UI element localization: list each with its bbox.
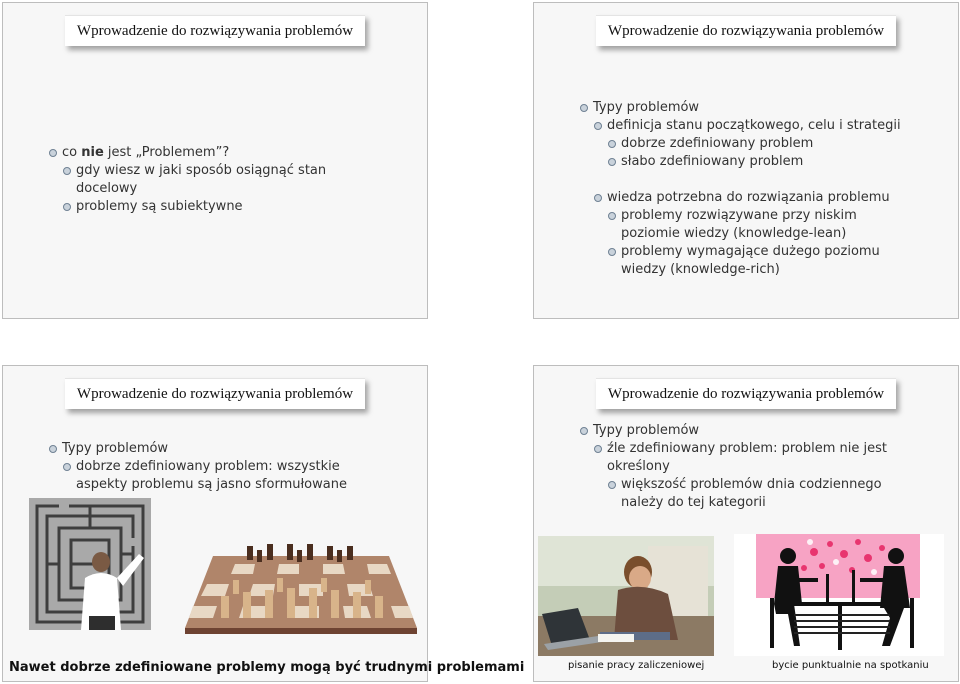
bullet-item — [47, 440, 417, 458]
sub-bullet-item — [61, 162, 417, 198]
sub-bullet-item — [592, 117, 948, 135]
sub-sub-bullet-item — [606, 153, 948, 171]
dinner-date-image — [734, 534, 944, 656]
bullet-text: aspekty problemu są jasno sformułowane — [76, 477, 347, 492]
slide-4-bullets — [578, 422, 948, 512]
bullet-text: Typy problemów — [593, 423, 700, 438]
bullet-text: Typy problemów — [62, 441, 169, 456]
bullet-text: jest „Problemem”? — [103, 145, 230, 160]
bullet-text: większość problemów dnia codziennego — [621, 477, 882, 492]
bullet-text: poziomie wiedzy (knowledge-lean) — [621, 226, 847, 241]
sub-bullet-item — [592, 440, 948, 476]
slide-4-title: Wprowadzenie do rozwiązywania problemów — [596, 378, 896, 409]
bullet-text: docelowy — [76, 181, 138, 196]
sub-sub-bullet-item — [606, 243, 948, 279]
slide-4-caption-left: pisanie pracy zaliczeniowej — [568, 660, 705, 671]
slide-3-title: Wprowadzenie do rozwiązywania problemów — [65, 378, 365, 409]
slide-4 — [533, 365, 959, 682]
sub-bullet-item — [592, 189, 948, 207]
bullet-text: należy do tej kategorii — [621, 495, 766, 510]
bullet-text: gdy wiesz w jaki sposób osiągnąć stan — [76, 163, 327, 178]
bullet-text-bold: nie — [81, 145, 104, 160]
slide-3-caption: Nawet dobrze zdefiniowane problemy mogą być trudnymi problemami — [9, 660, 525, 675]
bullet-text: problemy są subiektywne — [76, 199, 243, 214]
slide-1-title: Wprowadzenie do rozwiązywania problemów — [65, 15, 365, 46]
slide-2-title: Wprowadzenie do rozwiązywania problemów — [596, 15, 896, 46]
slide-1 — [2, 2, 428, 319]
bullet-item — [47, 144, 417, 162]
maze-man-image — [29, 498, 151, 630]
sub-sub-bullet-item — [606, 207, 948, 243]
bullet-text: co — [62, 145, 82, 160]
bullet-text: problemy rozwiązywane przy niskim — [621, 208, 857, 223]
slide-3-bullets — [47, 440, 417, 494]
bullet-text: źle zdefiniowany problem: problem nie jest — [607, 441, 887, 456]
bullet-text: Typy problemów — [593, 100, 700, 115]
bullet-item — [578, 422, 948, 440]
bullet-text: określony — [607, 459, 670, 474]
slide-1-bullets — [47, 144, 417, 216]
bullet-text: dobrze zdefiniowany problem: wszystkie — [76, 459, 340, 474]
bullet-text: definicja stanu początkowego, celu i strategii — [607, 118, 901, 133]
chessboard-image — [183, 544, 419, 634]
student-writing-image — [538, 536, 714, 656]
slide-3 — [2, 365, 525, 682]
sub-bullet-item — [61, 458, 417, 494]
sub-bullet-item — [61, 198, 417, 216]
bullet-text: słabo zdefiniowany problem — [621, 154, 804, 169]
sub-sub-bullet-item — [606, 135, 948, 153]
bullet-text: dobrze zdefiniowany problem — [621, 136, 814, 151]
bullet-text: wiedzy (knowledge-rich) — [621, 262, 780, 277]
slide-4-caption-right: bycie punktualnie na spotkaniu — [772, 660, 929, 671]
bullet-text: problemy wymagające dużego poziomu — [621, 244, 880, 259]
bullet-text: wiedza potrzebna do rozwiązania problemu — [607, 190, 890, 205]
slide-2-bullets — [578, 99, 948, 279]
slide-2 — [533, 2, 959, 319]
sub-sub-bullet-item — [606, 476, 948, 512]
bullet-item — [578, 99, 948, 117]
